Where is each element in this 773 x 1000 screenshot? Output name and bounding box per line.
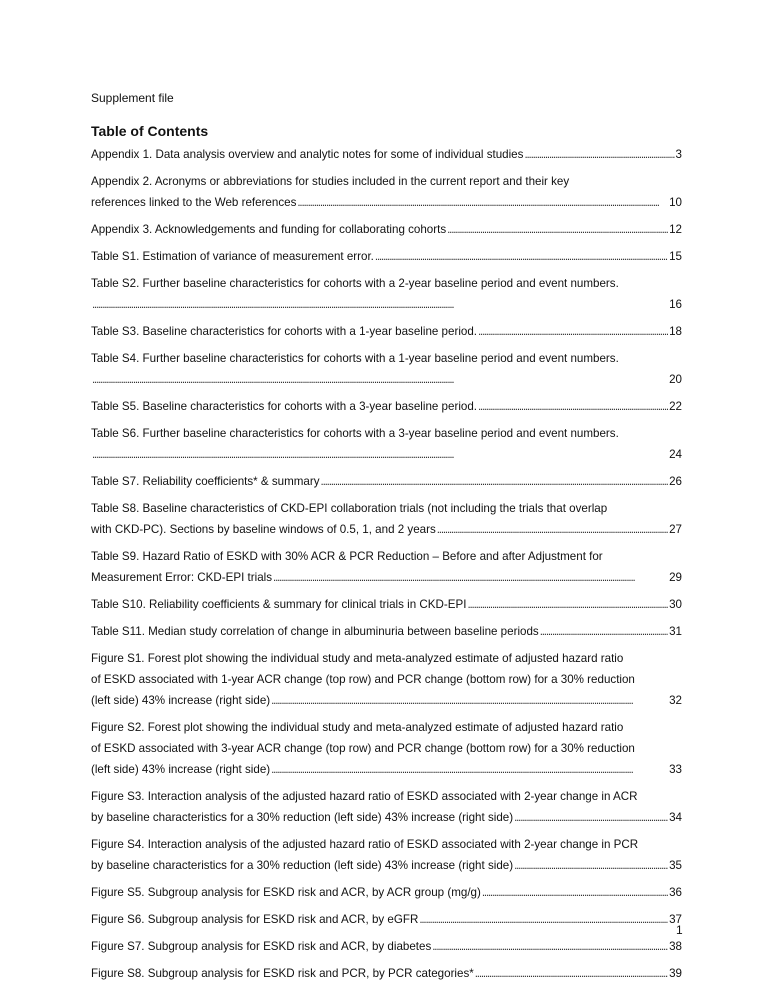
toc-entry-text: Table S5. Baseline characteristics for cohorts with a 3-year baseline period. bbox=[91, 400, 478, 413]
dot-leader bbox=[437, 519, 668, 540]
page-number: 1 bbox=[676, 923, 683, 937]
toc-page-number: 24 bbox=[669, 448, 682, 461]
toc-entry-text: Table S7. Reliability coefficients* & summary bbox=[91, 475, 320, 488]
toc-page-number: 26 bbox=[669, 475, 682, 488]
dot-leader bbox=[432, 936, 668, 957]
toc-page-number: 10 bbox=[669, 196, 682, 209]
toc-entry-text: Table S6. Further baseline characteristics for cohorts with a 3-year baseline period and event numbers. bbox=[91, 427, 619, 440]
toc-entry-line bbox=[91, 444, 682, 465]
toc-entry-text: (left side) 43% increase (right side) bbox=[91, 694, 271, 707]
toc-entry-line bbox=[91, 594, 682, 615]
dot-leader bbox=[467, 594, 668, 615]
toc-entry-text: Figure S3. Interaction analysis of the adjusted hazard ratio of ESKD associated with 2-year change in ACR bbox=[91, 790, 638, 803]
toc-entry-line bbox=[91, 690, 682, 711]
toc-entry-line bbox=[91, 369, 682, 390]
toc-page-number: 32 bbox=[669, 694, 682, 707]
toc-entry-line bbox=[91, 294, 682, 315]
toc-page-number: 39 bbox=[669, 967, 682, 980]
toc-entry[interactable] bbox=[91, 963, 682, 984]
toc-entry[interactable] bbox=[91, 246, 682, 267]
dot-leader bbox=[478, 321, 668, 342]
toc-page-number: 38 bbox=[669, 940, 682, 953]
toc-entry[interactable] bbox=[91, 882, 682, 903]
toc-entry[interactable] bbox=[91, 144, 682, 165]
toc-entry[interactable] bbox=[91, 594, 682, 615]
toc-entry-text: references linked to the Web references bbox=[91, 196, 297, 209]
toc-entry[interactable] bbox=[91, 423, 682, 465]
toc-page-number: 29 bbox=[669, 571, 682, 584]
dot-leader bbox=[447, 219, 668, 240]
toc-entry-line bbox=[91, 321, 682, 342]
supplement-label: Supplement file bbox=[91, 91, 174, 105]
toc-page-number: 12 bbox=[669, 223, 682, 236]
dot-leader bbox=[273, 567, 668, 588]
toc-page-number: 16 bbox=[669, 298, 682, 311]
toc-entry-text: by baseline characteristics for a 30% reduction (left side) 43% increase (right side) bbox=[91, 811, 514, 824]
toc-entry-line bbox=[91, 621, 682, 642]
toc-entry-line bbox=[91, 519, 682, 540]
toc-entry-line bbox=[91, 246, 682, 267]
toc-page-number: 36 bbox=[669, 886, 682, 899]
toc-entry[interactable] bbox=[91, 396, 682, 417]
dot-leader bbox=[92, 294, 668, 315]
toc-entry-text: Table S4. Further baseline characteristics for cohorts with a 1-year baseline period and event numbers. bbox=[91, 352, 619, 365]
toc-entry-text: with CKD-PC). Sections by baseline windows of 0.5, 1, and 2 years bbox=[91, 523, 436, 536]
dot-leader bbox=[271, 690, 668, 711]
toc-entry-line bbox=[91, 144, 682, 165]
toc-entry-text: Measurement Error: CKD-EPI trials bbox=[91, 571, 273, 584]
toc-entry-text: Table S8. Baseline characteristics of CKD-EPI collaboration trials (not including the trials that overlap bbox=[91, 502, 608, 515]
toc-page-number: 15 bbox=[669, 250, 682, 263]
toc-entry[interactable] bbox=[91, 321, 682, 342]
toc-entry[interactable] bbox=[91, 909, 682, 930]
toc-entry-line bbox=[91, 219, 682, 240]
toc-entry-text: Appendix 2. Acronyms or abbreviations for studies included in the current report and their key bbox=[91, 175, 570, 188]
toc-entry-text: of ESKD associated with 1-year ACR change (top row) and PCR change (bottom row) for a 30% reduction bbox=[91, 673, 635, 686]
toc-entry[interactable] bbox=[91, 786, 682, 828]
toc-page-number: 35 bbox=[669, 859, 682, 872]
toc-entry-line bbox=[91, 471, 682, 492]
dot-leader bbox=[478, 396, 668, 417]
toc-page-number: 33 bbox=[669, 763, 682, 776]
toc-title: Table of Contents bbox=[91, 123, 209, 139]
toc-entry-text: Table S1. Estimation of variance of measurement error. bbox=[91, 250, 374, 263]
dot-leader bbox=[297, 192, 668, 213]
toc-entry-line bbox=[91, 192, 682, 213]
toc-entry-line bbox=[91, 963, 682, 984]
toc-page-number: 3 bbox=[675, 148, 682, 161]
toc-entry-line bbox=[91, 882, 682, 903]
toc-entry-list bbox=[91, 144, 682, 984]
toc-entry[interactable] bbox=[91, 273, 682, 315]
dot-leader bbox=[540, 621, 668, 642]
toc-entry-text: (left side) 43% increase (right side) bbox=[91, 763, 271, 776]
toc-entry[interactable] bbox=[91, 498, 682, 540]
toc-entry[interactable] bbox=[91, 546, 682, 588]
toc-entry-text: Table S10. Reliability coefficients & summary for clinical trials in CKD-EPI bbox=[91, 598, 467, 611]
toc-entry[interactable] bbox=[91, 834, 682, 876]
toc-entry[interactable] bbox=[91, 171, 682, 213]
toc-entry[interactable] bbox=[91, 621, 682, 642]
toc-page-number: 18 bbox=[669, 325, 682, 338]
toc-page-number: 20 bbox=[669, 373, 682, 386]
toc-entry-text: Table S3. Baseline characteristics for cohorts with a 1-year baseline period. bbox=[91, 325, 478, 338]
toc-entry-line bbox=[91, 936, 682, 957]
toc-entry[interactable] bbox=[91, 717, 682, 780]
toc-entry-text: Figure S8. Subgroup analysis for ESKD risk and PCR, by PCR categories* bbox=[91, 967, 474, 980]
toc-entry[interactable] bbox=[91, 648, 682, 711]
dot-leader bbox=[321, 471, 669, 492]
toc-entry-line bbox=[91, 759, 682, 780]
toc-entry-text: by baseline characteristics for a 30% reduction (left side) 43% increase (right side) bbox=[91, 859, 514, 872]
toc-entry-text: Figure S2. Forest plot showing the individual study and meta-analyzed estimate of adjusted hazard ratio bbox=[91, 721, 624, 734]
toc-page-number: 34 bbox=[669, 811, 682, 824]
toc-entry[interactable] bbox=[91, 348, 682, 390]
toc-entry[interactable] bbox=[91, 936, 682, 957]
toc-page-number: 22 bbox=[669, 400, 682, 413]
dot-leader bbox=[271, 759, 668, 780]
toc-page-number: 31 bbox=[669, 625, 682, 638]
toc-entry-text: of ESKD associated with 3-year ACR change (top row) and PCR change (bottom row) for a 30% reduction bbox=[91, 742, 635, 755]
dot-leader bbox=[92, 444, 668, 465]
toc-entry-text: Table S2. Further baseline characteristics for cohorts with a 2-year baseline period and event numbers. bbox=[91, 277, 619, 290]
toc-entry-text: Appendix 3. Acknowledgements and funding for collaborating cohorts bbox=[91, 223, 447, 236]
toc-entry[interactable] bbox=[91, 471, 682, 492]
toc-page-number: 27 bbox=[669, 523, 682, 536]
toc-entry-text: Figure S4. Interaction analysis of the adjusted hazard ratio of ESKD associated with 2-year change in PCR bbox=[91, 838, 639, 851]
toc-page-number: 30 bbox=[669, 598, 682, 611]
dot-leader bbox=[514, 807, 668, 828]
toc-page-number: 37 bbox=[669, 913, 682, 926]
dot-leader bbox=[514, 855, 668, 876]
toc-entry[interactable] bbox=[91, 219, 682, 240]
toc-entry-text: Figure S6. Subgroup analysis for ESKD risk and ACR, by eGFR bbox=[91, 913, 419, 926]
toc-entry-text: Figure S7. Subgroup analysis for ESKD risk and ACR, by diabetes bbox=[91, 940, 432, 953]
dot-leader bbox=[92, 369, 668, 390]
toc-entry-text: Table S9. Hazard Ratio of ESKD with 30% ACR & PCR Reduction – Before and after Adjustment for bbox=[91, 550, 603, 563]
toc-entry-text: Table S11. Median study correlation of change in albuminuria between baseline periods bbox=[91, 625, 539, 638]
toc-entry-line bbox=[91, 567, 682, 588]
toc-entry-line bbox=[91, 909, 682, 930]
toc-entry-line bbox=[91, 396, 682, 417]
toc-entry-text: Appendix 1. Data analysis overview and analytic notes for some of individual studies bbox=[91, 148, 524, 161]
dot-leader bbox=[475, 963, 668, 984]
dot-leader bbox=[524, 144, 674, 165]
toc-entry-line bbox=[91, 855, 682, 876]
dot-leader bbox=[482, 882, 668, 903]
dot-leader bbox=[419, 909, 668, 930]
dot-leader bbox=[375, 246, 668, 267]
toc-entry-line bbox=[91, 807, 682, 828]
toc-entry-text: Figure S5. Subgroup analysis for ESKD risk and ACR, by ACR group (mg/g) bbox=[91, 886, 481, 899]
toc-entry-text: Figure S1. Forest plot showing the individual study and meta-analyzed estimate of adjusted hazard ratio bbox=[91, 652, 624, 665]
